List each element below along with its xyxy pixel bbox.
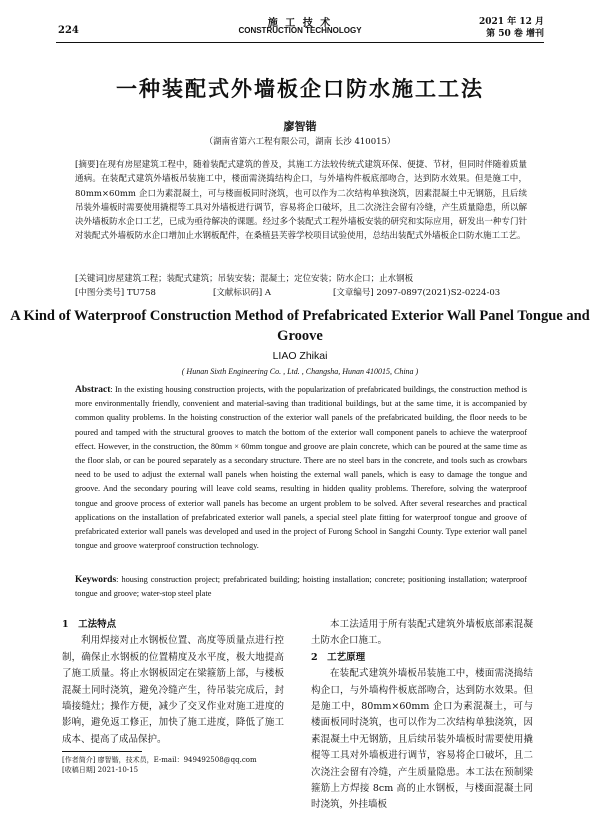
issue-volume: 第 50 卷 增刊 bbox=[486, 29, 544, 39]
abstract-en-text: : In the existing housing construction projects, with the popularization of prefabricated buildings, the construction method is more environmentally friendly, convenient and material-saving than traditional buildings, but at the same time, it is accompanied by common quality problems. In the hoisting construction of the exterior wall panels of the prefabricated building, the floor needs to be poured and tamped with the structural grooves to match the bottom of the exterior wall component panels to achieve the waterproof effect. However, in the construction, the 80mm × 60mm tongue and groove are plain concrete, which can be poured at the same time as the floor slab, or can be poured separately as a secondary structure. There are no steel bars in the concrete, and tools such as crowbars need to be used to adjust the external wall panels when hoisting the external wall panels, which is easy to damage the tongue and groove. And the secondary pouring will leave cold seams, resulting in hidden quality problems. Therefore, solving the waterproof tongue and groove process of exterior wall panels has become an urgent problem to be solved. After several researches and practical applications on the installation of prefabricated exterior wall panels, a special steel plate fitting for waterproof tongue and groove of prefabricated exterior wall panels was developed and used in the project of Furong School in Sangzhi County. Type exterior wall panel tongue and groove waterproof construction technology. bbox=[75, 385, 527, 551]
header-divider bbox=[56, 42, 544, 43]
article-id: [文章编号] 2097-0897(2021)S2-0224-03 bbox=[333, 288, 501, 298]
footnote-author-info: [作者简介] 廖智锴，技术员，E-mail：949492508@qq.com bbox=[62, 756, 257, 764]
journal-title-en: CONSTRUCTION TECHNOLOGY bbox=[238, 26, 362, 35]
clc-number: [中图分类号] TU758 bbox=[75, 288, 156, 298]
keywords-en-text: : housing construction project; prefabricated building; hoisting installation; concrete; positioning installation; waterproof tongue and groove; water-stop steel plate bbox=[75, 575, 527, 599]
scope-paragraph: 本工法适用于所有装配式建筑外墙板底部素混凝土防水企口施工。 bbox=[311, 619, 533, 647]
section-2-heading: 2 工艺原理 bbox=[311, 651, 366, 663]
right-column bbox=[311, 617, 533, 814]
abstract-label: Abstract bbox=[75, 385, 111, 395]
affiliation-en: ( Hunan Sixth Engineering Co. , Ltd. , Changsha, Hunan 410015, China ) bbox=[181, 367, 419, 376]
affiliation-cn: （湖南省第六工程有限公司，湖南 长沙 410015） bbox=[204, 137, 396, 147]
journal-title-cn: 施 工 技 术 bbox=[267, 18, 333, 29]
issue-date: 2021 年 12 月 bbox=[479, 17, 544, 27]
abstract-en bbox=[75, 383, 527, 553]
section-1-body: 利用焊接对止水钢板位置、高度等质量点进行控制，确保止水钢板的位置精度及水平度，极大地提高了施工质量。将止水钢板固定在梁箍筋上部，与楼板混凝土同时浇筑，避免冷缝产生，待吊装完成后，封墙接缝灶；操作方便，减少了交叉作业对施工进度的影响，避免返工修正，加快了施工进度，降低了施工成本、提高了成品保护。 bbox=[62, 635, 284, 745]
abstract-cn: [摘要]在现有房屋建筑工程中，随着装配式建筑的普及，其施工方法较传统式建筑环保、便捷、节材，但同时伴随着质量通病。在装配式建筑外墙板吊装施工中，楼面需浇捣结构企口，与外墙构件板底部吻合，达到防水效果。但是施工中，80mm×60mm 企口为素混凝土，可与楼面板同时浇筑，也可以作为二次结构单独浇筑，因素混凝土中无钢筋，且后续吊装外墙板时需要使用撬棍等工具对外墙板进行调节，容易将企口破坏，且二次浇注会留有冷缝，产生质量隐患，所以解决外墙板防水企口工艺，已成为亟待解决的课题。经过多个装配式工程外墙板安装的研究和实际应用，研发出一种专门针对装配式外墙板防水企口增加止水钢板配件，在桑植县芙蓉学校项目试验使用，总结出装配式外墙板企口防水施工工艺。 bbox=[75, 160, 527, 242]
page-number: 224 bbox=[58, 25, 79, 36]
left-column bbox=[62, 617, 284, 748]
section-2-body: 在装配式建筑外墙板吊装施工中，楼面需浇捣结构企口，与外墙构件板底部吻合，达到防水效果。但是施工中，80mm×60mm 企口为素混凝土，可与楼面板同时浇筑，也可以作为二次结构单独浇筑，因素混凝土中无钢筋，且后续吊装外墙板时需要使用撬棍等工具对外墙板进行调节，容易将企口破坏，且二次浇注会留有冷缝，产生质量隐患。本工法在预制梁箍筋上方焊接 8cm 高的止水钢板，与楼面混凝土同时浇筑，外挂墙板 bbox=[311, 668, 533, 811]
author-en: LIAO Zhikai bbox=[272, 350, 328, 362]
keywords-en bbox=[75, 573, 527, 601]
page-header bbox=[0, 14, 600, 42]
footnote-received-date: [收稿日期] 2021-10-15 bbox=[62, 766, 139, 774]
author-cn: 廖智锴 bbox=[283, 120, 317, 133]
paper-title-en: A Kind of Waterproof Construction Method of Prefabricated Exterior Wall Panel Tongue and Groove bbox=[10, 308, 590, 344]
footnote-divider bbox=[62, 751, 142, 752]
paper-title-cn: 一种装配式外墙板企口防水施工工法 bbox=[116, 76, 484, 101]
keywords-label: Keywords bbox=[75, 575, 117, 585]
document-code: [文献标识码] A bbox=[213, 288, 271, 298]
section-1-heading: 1 工法特点 bbox=[62, 619, 117, 630]
keywords-cn: [关键词]房屋建筑工程；装配式建筑；吊装安装；混凝土；定位安装；防水企口；止水钢板 bbox=[75, 274, 414, 284]
